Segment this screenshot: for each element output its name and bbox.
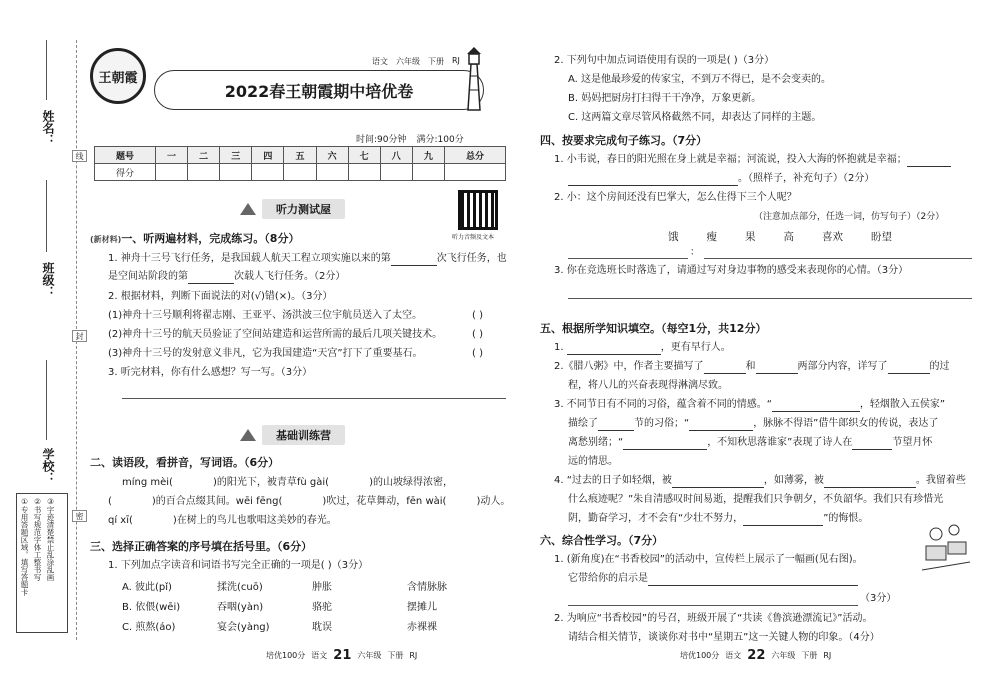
col-header: 四	[252, 147, 284, 164]
choice-a-word: 含情脉脉	[407, 582, 447, 593]
answer-line[interactable]	[568, 258, 688, 259]
q5-4-line3: 阴，勤奋学习，才不会有“少壮不努力， ”的悔恨。	[568, 513, 869, 524]
answer-blank[interactable]	[648, 575, 858, 586]
section-banner-basics	[240, 426, 345, 444]
colon: ：	[690, 247, 700, 258]
reading-illustration-icon	[916, 516, 976, 576]
choice-c-word: 赤裸裸	[407, 622, 437, 633]
answer-line[interactable]	[704, 258, 972, 259]
choice-a-word: 揉洗(cuō)	[217, 582, 263, 593]
col-header: 题号	[95, 147, 156, 164]
choice-b-word: 吞咽(yàn)	[217, 602, 264, 613]
score-cell[interactable]	[155, 164, 187, 181]
q5-title: 五、根据所学知识填空。（每空1分，共12分）	[540, 322, 767, 335]
section-banner-listening	[240, 200, 345, 218]
q1-2: 2. 根据材料，判断下面说法的对(√)错(×)。（3分）	[108, 291, 333, 302]
grade: 六年级	[396, 57, 420, 66]
qr-caption: 听力音频及文本	[452, 234, 495, 241]
q5-4-line1: 4. “过去的日子如轻烟，被 ，如薄雾，被 。我留着些	[554, 475, 966, 486]
q3-1-choices	[122, 578, 502, 633]
q3-2-option-a[interactable]: A. 这是他最珍爱的传家宝，不到万不得已，是不会变卖的。	[568, 74, 832, 85]
answer-line[interactable]	[568, 605, 858, 606]
lighthouse-icon	[460, 46, 488, 112]
left-page	[88, 0, 518, 694]
choice-b-word: 摆摊儿	[407, 602, 437, 613]
score-table-header	[95, 147, 506, 164]
edition: RJ	[452, 56, 460, 65]
word-bank	[668, 229, 892, 244]
right-page	[540, 0, 980, 694]
row-label: 得分	[95, 164, 156, 181]
q1-2-item-1: (1)神舟十三号顺利将翟志刚、王亚平、汤洪波三位宇航员送入了太空。	[108, 310, 423, 321]
col-header: 二	[188, 147, 220, 164]
subject-line	[372, 56, 460, 67]
q4-title: 四、按要求完成句子练习。（7分）	[540, 134, 708, 147]
footer-series: 培优100分	[266, 651, 306, 660]
exam-title: 2022春王朝霞期中培优卷	[154, 70, 484, 110]
page-number: 21	[333, 648, 352, 663]
full-score: 满分:100分	[416, 135, 464, 145]
q3-2-option-c[interactable]: C. 这两篇文章尽管风格截然不同，却表达了同样的主题。	[568, 112, 822, 123]
word: 饿	[668, 231, 679, 243]
q6-1-score: （3分）	[860, 593, 897, 604]
q1-2-item-3: (3)神舟十三号的发射意义非凡，它为我国建造“天宫”打下了重要基石。	[108, 348, 423, 359]
choice-b-word: 骆驼	[312, 602, 332, 613]
school-line	[46, 360, 47, 440]
q1-title: (新材料)一、听两遍材料，完成练习。（8分）	[90, 232, 300, 245]
q4-2: 2. 小：这个房间还没有巴掌大，怎么住得下三个人呢？	[554, 192, 797, 203]
q5-2-line2: 程，将八儿的兴奋表现得淋漓尽致。	[568, 380, 728, 391]
col-header: 六	[316, 147, 348, 164]
answer-blank[interactable]	[704, 363, 746, 374]
footer-grade: 六年级	[771, 651, 796, 660]
col-header: 一	[155, 147, 187, 164]
score-cell[interactable]	[188, 164, 220, 181]
q3-1: 1. 下列加点字读音和词语书写完全正确的一项是( )（3分）	[108, 560, 369, 571]
col-header: 八	[380, 147, 412, 164]
class-label: 班级：	[41, 262, 55, 298]
footer-right	[680, 648, 831, 663]
q5-4-line2: 什么痕迹呢？”朱自清感叹时间易逝，提醒我们只争朝夕，不负韶华。我们只有珍惜光	[568, 494, 944, 505]
q5-3-line2: 描绘了 节的习俗；“ ，脉脉不得语”借牛郎织女的传说，表达了	[568, 418, 939, 429]
score-cell[interactable]	[316, 164, 348, 181]
score-cell[interactable]	[252, 164, 284, 181]
score-cell[interactable]	[380, 164, 412, 181]
col-header: 五	[284, 147, 316, 164]
q1-2-item-2: (2)神舟十三号的航天员验证了空间站建造和运营所需的最后几项关键技术。	[108, 329, 443, 340]
q1-1-line2: 是空间站阶段的第 次载人飞行任务。（2分）	[108, 271, 346, 282]
score-cell[interactable]	[444, 164, 505, 181]
col-header: 总分	[444, 147, 505, 164]
answer-line[interactable]	[122, 398, 506, 399]
footer-subject: 语文	[311, 651, 328, 660]
word: 高	[783, 231, 794, 243]
judge-paren[interactable]: ( )	[472, 348, 483, 359]
q6-1-line2: 它带给你的启示是	[568, 572, 858, 586]
brand-logo: 王朝霞	[90, 48, 146, 104]
choice-b[interactable]: B. 依偎(wēi)	[122, 602, 181, 613]
q2-line1: míng mèi( )的阳光下，被青草fù gài( )的山坡绿得浓密，	[122, 477, 453, 488]
sail-icon	[240, 429, 256, 441]
col-header: 三	[220, 147, 252, 164]
choice-c-word: 宴会(yàng)	[217, 622, 270, 633]
cut-mark-line: 线	[72, 150, 87, 162]
q6-title: 六、综合性学习。（7分）	[540, 534, 664, 547]
q3-title: 三、选择正确答案的序号填在括号里。（6分）	[90, 540, 313, 553]
score-cell[interactable]	[412, 164, 444, 181]
note-2: ②书写规范字体工整书写	[33, 497, 42, 581]
footer-term: 下册	[387, 651, 404, 660]
term: 下册	[428, 57, 444, 66]
answer-blank[interactable]	[852, 439, 892, 450]
q2-title: 二、读语段，看拼音，写词语。（6分）	[90, 456, 280, 469]
name-label: 姓名：	[41, 110, 55, 146]
footer-series: 培优100分	[680, 651, 720, 660]
footer-grade: 六年级	[357, 651, 382, 660]
answer-blank[interactable]	[756, 363, 798, 374]
q5-2-line1: 2.《腊八粥》中，作者主要描写了 和 两部分内容，详写了 的过	[554, 361, 950, 372]
choice-c-word: 耽误	[312, 622, 332, 633]
school-label: 学校：	[41, 448, 55, 484]
answer-blank[interactable]	[623, 439, 707, 450]
score-cell[interactable]	[284, 164, 316, 181]
q3-2: 2. 下列句中加点词语使用有误的一项是( )（3分）	[554, 55, 775, 66]
q6-2-line2: 请结合相关情节，谈谈你对书中“星期五”这一关键人物的印象。（4分）	[568, 632, 880, 643]
footer-left	[266, 648, 417, 663]
answer-line[interactable]	[568, 298, 972, 299]
answer-blank[interactable]	[824, 477, 916, 488]
col-header: 九	[412, 147, 444, 164]
choice-c[interactable]: C. 煎熬(áo)	[122, 622, 176, 633]
answer-blank[interactable]	[689, 420, 753, 431]
page-number: 22	[747, 648, 766, 663]
exam-time: 时间:90分钟	[356, 135, 407, 145]
cut-mark-seal: 封	[72, 330, 87, 342]
answer-blank[interactable]	[598, 420, 634, 431]
q6-1-line1: 1. (新角度)在“书香校园”的活动中，宣传栏上展示了一幅画(见右图)。	[554, 554, 863, 565]
binding-margin	[0, 0, 88, 694]
footer-edition: RJ	[409, 651, 418, 660]
q5-1: 1. ，更有早行人。	[554, 342, 731, 353]
judge-paren[interactable]: ( )	[472, 310, 483, 321]
word: 瘦	[706, 231, 717, 243]
score-table-row	[95, 164, 506, 181]
choice-a-word: 肿胀	[312, 582, 332, 593]
footer-subject: 语文	[725, 651, 742, 660]
q4-2-requirement: （注意加点部分，任选一词，仿写句子）（2分）	[754, 212, 945, 222]
note-3: ③字迹清楚禁止乱涂乱画	[46, 497, 55, 581]
q4-1-line2: 。（照样子，补充句子）（2分）	[568, 172, 874, 186]
name-line	[46, 40, 47, 100]
q4-1-line1: 1. 小韦说，春日的阳光照在身上就是幸福；河流说，投入大海的怀抱就是幸福；	[554, 153, 951, 167]
choice-a[interactable]: A. 彼此(pǐ)	[122, 582, 172, 593]
answer-blank[interactable]	[567, 344, 661, 355]
q1-3: 3. 听完材料，你有什么感想？写一写。（3分）	[108, 367, 313, 378]
col-header: 七	[348, 147, 380, 164]
q6-2-line1: 2. 为响应“书香校园”的号召，班级开展了“共读《鲁滨逊漂流记》”活动。	[554, 613, 873, 624]
q4-3: 3. 你在竞选班长时落选了，请通过写对身边事物的感受来表现你的心情。（3分）	[554, 265, 909, 276]
score-table	[94, 146, 506, 181]
word: 盼望	[871, 231, 892, 243]
q5-3-line3: 离愁别绪；“ ，不知秋思落谁家”表现了诗人在 节望月怀	[568, 437, 933, 448]
judge-paren[interactable]: ( )	[472, 329, 483, 340]
score-cell[interactable]	[220, 164, 252, 181]
class-line	[46, 180, 47, 252]
q2-line2: ( )的百合点缀其间。wēi fēng( )吹过，花草舞动，fēn wài( )动人。	[108, 496, 511, 507]
q5-3-line4: 远的情思。	[568, 456, 618, 467]
banner-title: 基础训练营	[262, 425, 345, 445]
answer-blank[interactable]	[907, 156, 951, 167]
q3-2-option-b[interactable]: B. 妈妈把厨房打扫得干干净净，万象更新。	[568, 93, 762, 104]
footer-term: 下册	[801, 651, 818, 660]
exam-notes	[16, 493, 68, 633]
answer-blank[interactable]	[772, 401, 860, 412]
answer-blank[interactable]	[391, 255, 437, 266]
note-1: ①专用答题区域，填写答题卡	[20, 497, 29, 596]
word: 喜欢	[822, 231, 843, 243]
subject: 语文	[372, 57, 388, 66]
answer-blank[interactable]	[568, 175, 738, 186]
q1-1-line1: 1. 神舟十三号飞行任务，是我国载人航天工程立项实施以来的第 次飞行任务，也	[108, 253, 507, 264]
q2-line3: qí xī( )在树上的鸟儿也歌唱这美妙的春光。	[108, 515, 337, 526]
q5-3-line1: 3. 不同节日有不同的习俗，蕴含着不同的情感。“ ，轻烟散入五侯家”	[554, 399, 946, 410]
word: 果	[745, 231, 756, 243]
answer-blank[interactable]	[743, 515, 823, 526]
banner-title: 听力测试屋	[262, 199, 345, 219]
answer-blank[interactable]	[888, 363, 930, 374]
cut-mark-secret: 密	[72, 510, 87, 522]
q1-tag: (新材料)	[90, 235, 122, 244]
qr-code-icon[interactable]	[458, 190, 498, 230]
time-score-line	[356, 132, 464, 145]
score-cell[interactable]	[348, 164, 380, 181]
answer-blank[interactable]	[188, 273, 234, 284]
answer-blank[interactable]	[672, 477, 764, 488]
footer-edition: RJ	[823, 651, 832, 660]
sail-icon	[240, 203, 256, 215]
